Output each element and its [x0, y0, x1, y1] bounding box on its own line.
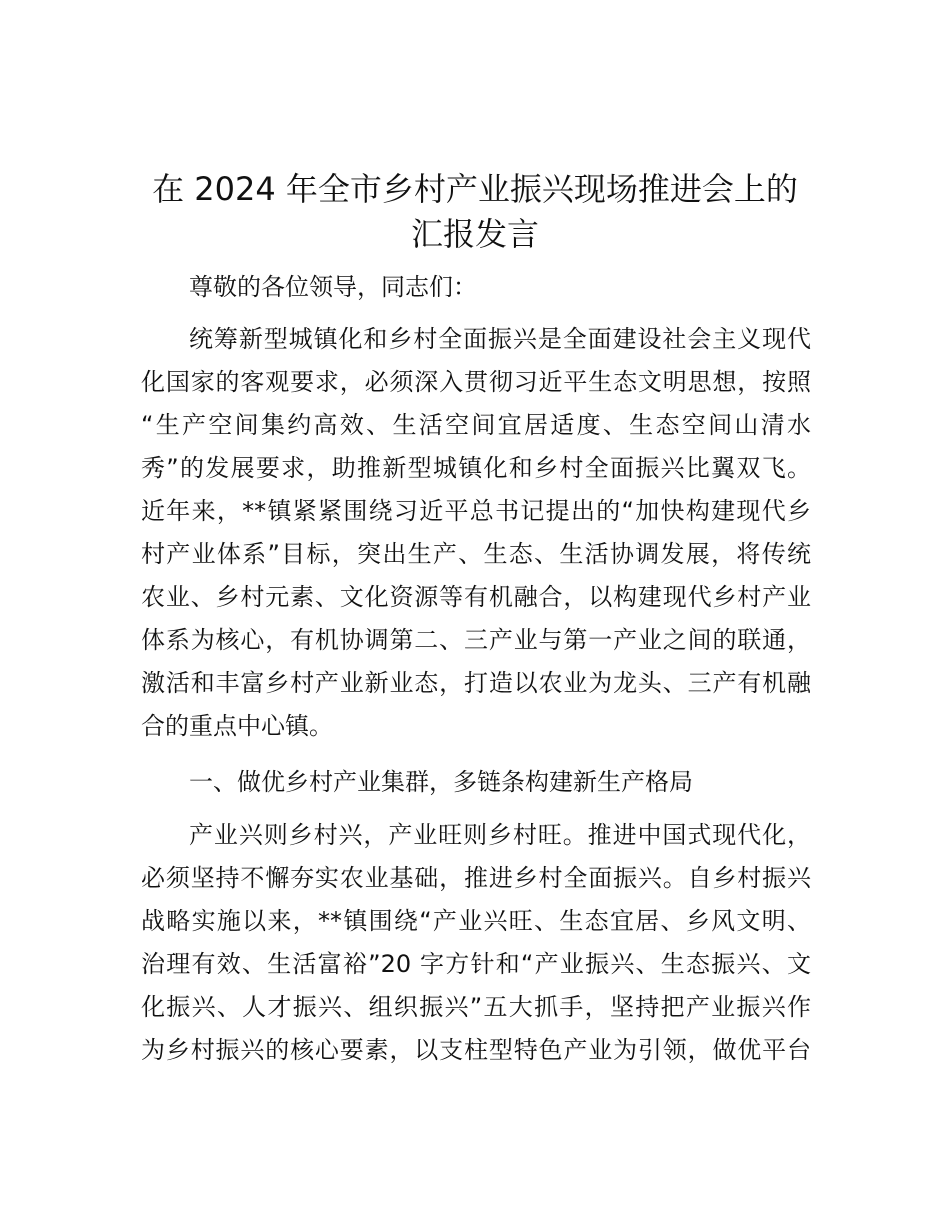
document-title-line-1: 在 2024 年全市乡村产业振兴现场推进会上的 — [152, 170, 798, 208]
paragraph-1-line: 近年来，**镇紧紧围绕习近平总书记提出的“加快构建现代乡 — [141, 497, 811, 525]
paragraph-2-line: 必须坚持不懈夯实农业基础，推进乡村全面振兴。自乡村振兴 — [141, 864, 811, 892]
paragraph-1-line: 秀”的发展要求，助推新型城镇化和乡村全面振兴比翼双飞。 — [141, 454, 811, 482]
paragraph-2-line: 为乡村振兴的核心要素，以支柱型特色产业为引领，做优平台 — [141, 1036, 811, 1064]
paragraph-2-line: 产业兴则乡村兴，产业旺则乡村旺。推进中国式现代化， — [189, 821, 811, 849]
paragraph-1-line: “生产空间集约高效、生活空间宜居适度、生态空间山清水 — [141, 411, 811, 439]
paragraph-2-line: 治理有效、生活富裕”20 字方针和“产业振兴、生态振兴、文 — [141, 950, 811, 978]
paragraph-1-line: 体系为核心，有机协调第二、三产业与第一产业之间的联通， — [141, 626, 811, 654]
paragraph-1-line: 村产业体系”目标，突出生产、生态、生活协调发展，将传统 — [141, 540, 811, 568]
paragraph-2-line: 化振兴、人才振兴、组织振兴”五大抓手，坚持把产业振兴作 — [141, 993, 811, 1021]
document-title-line-2: 汇报发言 — [410, 215, 539, 253]
section-heading-1: 一、做优乡村产业集群，多链条构建新生产格局 — [189, 768, 693, 796]
salutation: 尊敬的各位领导，同志们： — [189, 273, 477, 301]
paragraph-1-line: 农业、乡村元素、文化资源等有机融合，以构建现代乡村产业 — [141, 583, 811, 611]
paragraph-1-line: 合的重点中心镇。 — [141, 712, 333, 740]
paragraph-1-line: 化国家的客观要求，必须深入贯彻习近平生态文明思想，按照 — [141, 368, 811, 396]
paragraph-1-line: 激活和丰富乡村产业新业态，打造以农业为龙头、三产有机融 — [141, 669, 811, 697]
paragraph-2-line: 战略实施以来，**镇围绕“产业兴旺、生态宜居、乡风文明、 — [141, 907, 811, 935]
paragraph-1-line: 统筹新型城镇化和乡村全面振兴是全面建设社会主义现代 — [189, 325, 811, 353]
